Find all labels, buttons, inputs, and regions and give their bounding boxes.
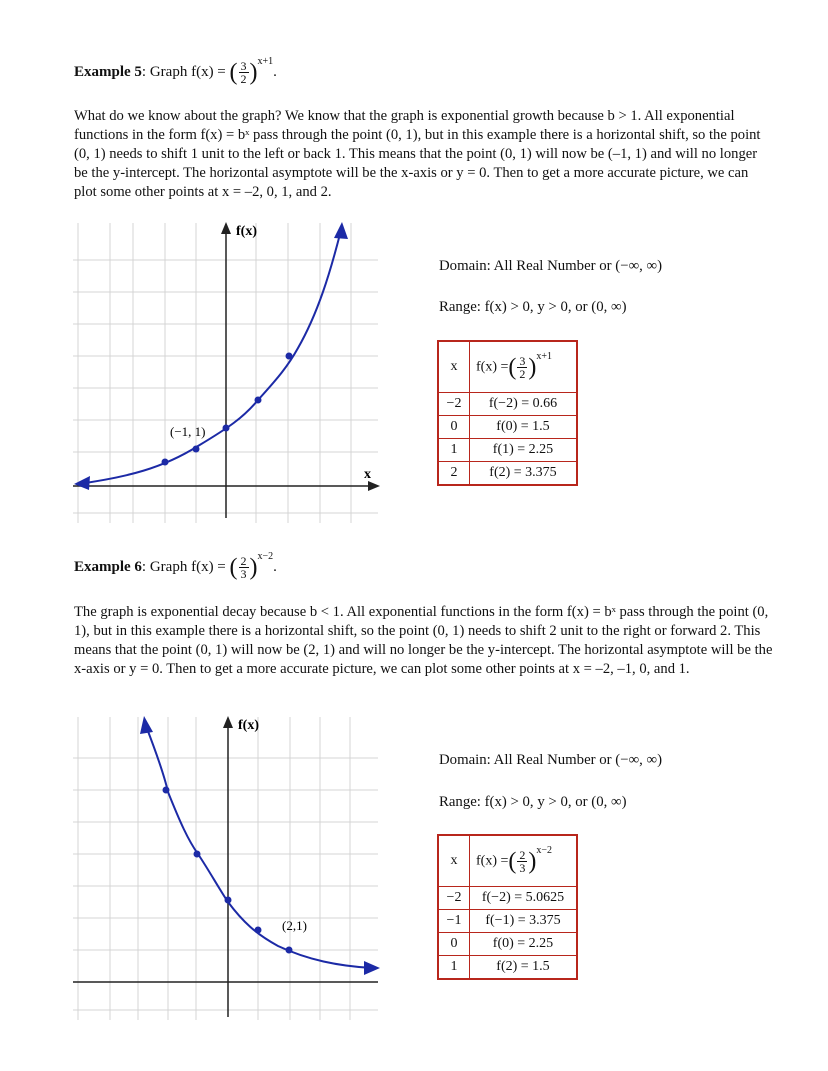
base-denominator: 3 xyxy=(519,860,526,875)
base-denominator: 2 xyxy=(519,366,526,381)
close-paren: ) xyxy=(528,354,537,380)
table-row xyxy=(438,393,577,416)
example5-exponent: x+1 xyxy=(257,56,274,67)
close-paren: ) xyxy=(528,848,537,874)
close-paren: ) xyxy=(249,59,258,86)
point-1 xyxy=(255,397,262,404)
open-paren: ( xyxy=(229,554,238,581)
point-neg2 xyxy=(162,459,169,466)
point-2 xyxy=(286,353,293,360)
table-row xyxy=(438,887,577,910)
point-label: (−1, 1) xyxy=(170,424,206,439)
table-row xyxy=(438,439,577,462)
example6-title xyxy=(74,551,277,581)
table-base xyxy=(517,849,527,874)
x-cell: −2 xyxy=(438,887,470,910)
example5-title-prefix: : Graph f(x) = xyxy=(141,63,230,80)
f-cell: f(2) = 3.375 xyxy=(470,462,578,486)
base-numerator: 3 xyxy=(240,59,247,73)
x-header: x xyxy=(438,835,470,887)
f-cell: f(−2) = 0.66 xyxy=(470,393,578,416)
table-header-row xyxy=(438,835,577,887)
x-header: x xyxy=(438,341,470,393)
example5-base xyxy=(239,60,249,85)
point-label: (2,1) xyxy=(282,918,307,933)
open-paren: ( xyxy=(508,848,517,874)
example6-paragraph: The graph is exponential decay because b < 1. All exponential functions in the form f(x) = bˣ pass through the point (0, 1), but in this example there is a horizontal shift, so the point (0, 1) needs to shift 2 unit to the right or forward 2. This means that the point (0, 1) will now be (2, 1) and will no longer be the y-intercept. The horizontal asymptote will be the x-axis or y = 0. Then to get a more accurate picture, we can plot some other points at x = –2, –1, 0, and 1. xyxy=(74,604,773,677)
base-denominator: 3 xyxy=(240,567,247,581)
table-row xyxy=(438,933,577,956)
base-numerator: 3 xyxy=(519,353,526,368)
table-base xyxy=(517,355,527,380)
example5-title xyxy=(74,56,277,86)
example5-heading: Example 5 xyxy=(74,63,142,80)
y-axis-arrow-icon xyxy=(221,222,231,234)
table-row xyxy=(438,910,577,933)
f-header-text: f(x) = xyxy=(476,853,509,869)
point-0 xyxy=(225,897,232,904)
f-header xyxy=(470,341,578,393)
example6-heading: Example 6 xyxy=(74,558,142,575)
x-cell: 2 xyxy=(438,462,470,486)
f-header-text: f(x) = xyxy=(476,359,509,375)
point-1 xyxy=(255,927,262,934)
table-row xyxy=(438,462,577,486)
x-axis-arrow-icon xyxy=(368,481,380,491)
base-numerator: 2 xyxy=(240,554,247,568)
example6-value-table xyxy=(437,834,578,980)
x-cell: 1 xyxy=(438,439,470,462)
curve-right-arrow-icon xyxy=(364,961,380,975)
table-row xyxy=(438,956,577,980)
f-cell: f(−1) = 3.375 xyxy=(470,910,578,933)
point-0 xyxy=(223,425,230,432)
grid xyxy=(73,717,378,1020)
curve-top-arrow-icon xyxy=(140,716,153,734)
f-cell: f(1) = 2.25 xyxy=(470,439,578,462)
example5-paragraph: What do we know about the graph? We know that the graph is exponential growth because b > 1. All exponential functions in the form f(x) = bˣ pass through the point (0, 1), but in this example there is a horizontal shift, so the point (0, 1) needs to shift 1 unit to the left or back 1. This means that the point (0, 1) will now be (–1, 1) and will no longer be the y-intercept. The horizontal asymptote will be the x-axis or y = 0. Then to get a more accurate picture, we can plot some other points at x = –2, 0, 1, and 2. xyxy=(74,108,761,200)
x-cell: 1 xyxy=(438,956,470,980)
example5-value-table xyxy=(437,340,578,486)
open-paren: ( xyxy=(508,354,517,380)
example6-title-prefix: : Graph f(x) = xyxy=(141,558,230,575)
base-numerator: 2 xyxy=(519,847,526,862)
y-axis-label: f(x) xyxy=(236,224,257,239)
x-cell: 0 xyxy=(438,416,470,439)
point-neg1 xyxy=(194,851,201,858)
y-axis-arrow-icon xyxy=(223,716,233,728)
x-cell: −1 xyxy=(438,910,470,933)
f-cell: f(0) = 2.25 xyxy=(470,933,578,956)
example6-range: Range: f(x) > 0, y > 0, or (0, ∞) xyxy=(439,794,627,810)
close-paren: ) xyxy=(249,554,258,581)
curve-top-arrow-icon xyxy=(334,222,348,239)
table-exponent: x+1 xyxy=(536,350,553,362)
open-paren: ( xyxy=(229,59,238,86)
f-cell: f(−2) = 5.0625 xyxy=(470,887,578,910)
f-cell: f(0) = 1.5 xyxy=(470,416,578,439)
point-neg2 xyxy=(163,787,170,794)
y-axis-label: f(x) xyxy=(238,718,259,733)
x-axis-label: x xyxy=(364,467,371,482)
example5-domain: Domain: All Real Number or (−∞, ∞) xyxy=(439,258,662,274)
x-cell: 0 xyxy=(438,933,470,956)
example6-period: . xyxy=(273,558,277,575)
table-header-row xyxy=(438,341,577,393)
growth-curve xyxy=(78,234,340,484)
example5-range: Range: f(x) > 0, y > 0, or (0, ∞) xyxy=(439,299,627,315)
example5-graph xyxy=(68,218,388,528)
point-2 xyxy=(286,947,293,954)
point-neg1 xyxy=(193,446,200,453)
curve-left-arrow-icon xyxy=(74,476,90,490)
table-exponent: x−2 xyxy=(536,844,553,856)
base-denominator: 2 xyxy=(240,72,247,86)
f-header xyxy=(470,835,578,887)
f-cell: f(2) = 1.5 xyxy=(470,956,578,980)
example6-domain: Domain: All Real Number or (−∞, ∞) xyxy=(439,752,662,768)
example5-period: . xyxy=(273,63,277,80)
x-cell: −2 xyxy=(438,393,470,416)
example6-graph xyxy=(68,712,388,1024)
table-row xyxy=(438,416,577,439)
example6-exponent: x−2 xyxy=(257,551,274,562)
example6-base xyxy=(239,555,249,580)
